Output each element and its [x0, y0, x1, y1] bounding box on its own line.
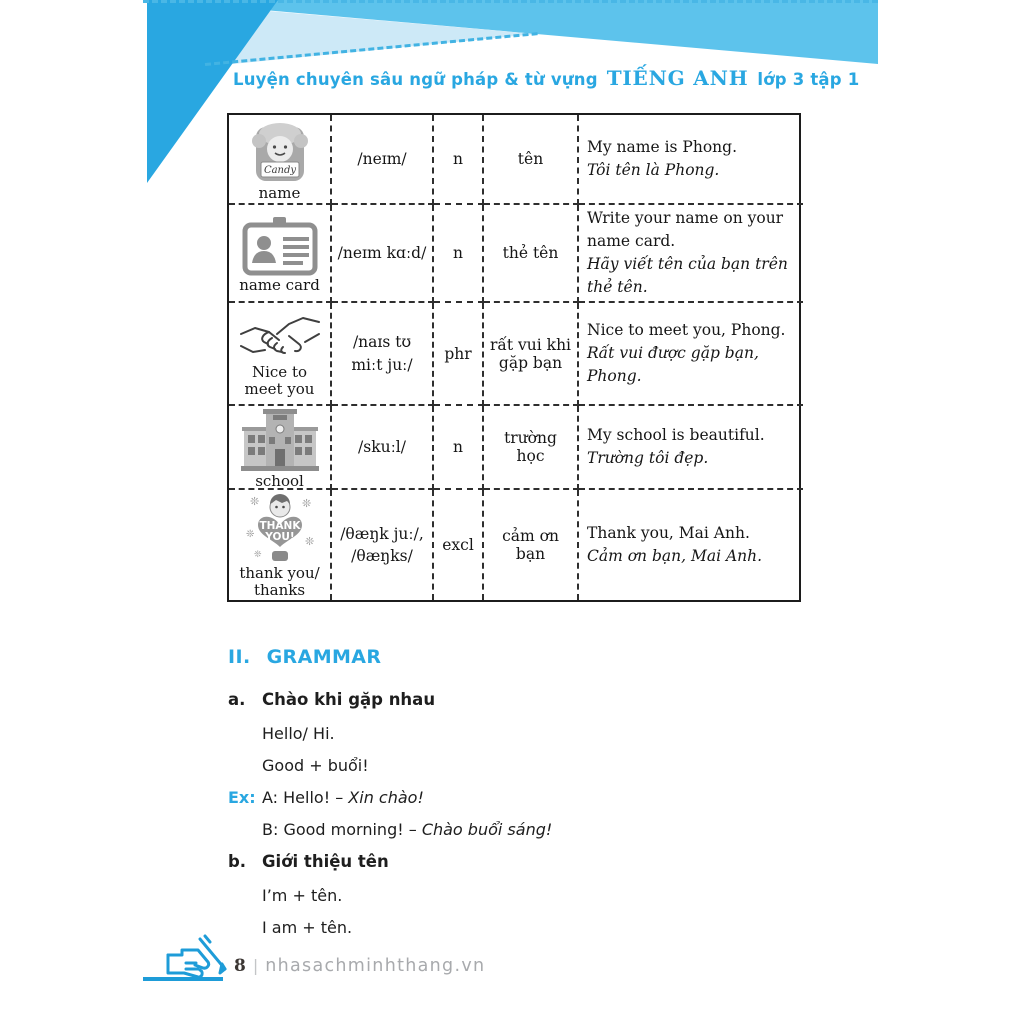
grammar-line-marker [228, 820, 262, 840]
vocab-image-cell [229, 115, 332, 205]
book-title-prefix: Luyện chuyên sâu ngữ pháp & từ vựng [233, 70, 598, 89]
vocab-meaning-cell: tên [484, 115, 579, 205]
grammar-section-title: GRAMMAR [266, 646, 382, 668]
vocab-image-cell [229, 303, 332, 406]
vocab-example-cell [579, 205, 803, 303]
example-vietnamese: Tôi tên là Phong. [587, 161, 720, 179]
vocab-image-cell [229, 490, 332, 600]
vocab-word-label: school [255, 471, 304, 490]
grammar-line-text: A: Hello! – [262, 788, 349, 807]
vocab-meaning-cell: cảm ơn bạn [484, 490, 579, 600]
thank-you-heart-icon [242, 493, 318, 565]
vocab-example-cell [579, 406, 803, 490]
svg-text:❊: ❊ [253, 550, 262, 560]
grammar-heading [228, 646, 808, 668]
grammar-line-marker: a. [228, 690, 246, 709]
grammar-line-marker: b. [228, 852, 247, 871]
footer-separator: | [252, 956, 259, 975]
vocab-meaning-cell: trường học [484, 406, 579, 490]
vocab-pos-cell: n [434, 406, 484, 490]
grammar-line-text: Good + buổi! [262, 756, 369, 775]
svg-text:❊: ❊ [301, 497, 311, 510]
grammar-line [228, 886, 808, 906]
vocab-pos-cell: phr [434, 303, 484, 406]
vocab-pronunciation-cell: /θæŋk juː/, /θæŋks/ [332, 490, 434, 600]
grammar-line-text: B: Good morning! – [262, 820, 422, 839]
vocab-image-cell [229, 406, 332, 490]
school-building-icon [239, 407, 321, 473]
example-english: My school is beautiful. [587, 425, 765, 444]
svg-text:Candy: Candy [263, 164, 296, 176]
vocab-pronunciation-cell: /skuːl/ [332, 406, 434, 490]
example-english: Write your name on your name card. [587, 208, 784, 250]
grammar-line-marker [228, 756, 262, 776]
vocab-example-cell [579, 490, 803, 600]
footer-rule [143, 977, 223, 981]
header-top-dotted-line [143, 0, 878, 3]
book-title [233, 66, 859, 90]
grammar-line-translation: Xin chào! [348, 788, 424, 807]
grammar-section [228, 646, 808, 950]
book-title-suffix: lớp 3 tập 1 [757, 70, 860, 89]
svg-text:YOU!: YOU! [264, 531, 295, 543]
page-number: 8 [234, 956, 246, 976]
example-vietnamese: Cảm ơn bạn, Mai Anh. [587, 547, 763, 565]
vocab-pos-cell: n [434, 205, 484, 303]
vocab-example-cell [579, 303, 803, 406]
grammar-line-marker: Ex: [228, 788, 256, 807]
example-vietnamese: Rất vui được gặp bạn, Phong. [587, 343, 759, 386]
vocab-meaning-cell: rất vui khi gặp bạn [484, 303, 579, 406]
vocab-pos-cell: excl [434, 490, 484, 600]
svg-text:❊: ❊ [249, 495, 259, 508]
example-vietnamese: Hãy viết tên của bạn trên thẻ tên. [587, 255, 788, 297]
example-english: Nice to meet you, Phong. [587, 320, 786, 339]
example-vietnamese: Trường tôi đẹp. [587, 449, 709, 467]
vocab-image-cell [229, 205, 332, 303]
vocabulary-table [227, 113, 801, 602]
grammar-line [228, 690, 808, 710]
vocab-word-label: name card [239, 275, 320, 294]
grammar-line-text: Hello/ Hi. [262, 724, 335, 743]
vocab-pos-cell: n [434, 115, 484, 205]
example-english: Thank you, Mai Anh. [587, 523, 750, 542]
vocab-pronunciation-cell: /neɪm kɑːd/ [332, 205, 434, 303]
grammar-line-text: Chào khi gặp nhau [262, 690, 436, 709]
vocab-pronunciation-cell: /naɪs tʊ miːt juː/ [332, 303, 434, 406]
footer-website: nhasachminhthang.vn [265, 956, 486, 976]
grammar-line [228, 724, 808, 744]
grammar-line [228, 918, 808, 938]
grammar-lines [228, 690, 808, 938]
name-card-icon [241, 215, 319, 277]
grammar-line [228, 756, 808, 776]
grammar-line-text: Giới thiệu tên [262, 852, 389, 871]
vocab-meaning-cell: thẻ tên [484, 205, 579, 303]
grammar-section-number: II. [228, 646, 251, 668]
footer [234, 956, 485, 976]
handshake-icon [239, 312, 321, 364]
vocab-word-label: thank you/ thanks [239, 564, 320, 599]
grammar-line-text: I’m + tên. [262, 886, 343, 905]
svg-text:THANK: THANK [258, 520, 301, 532]
vocab-word-label: Nice to meet you [244, 362, 315, 398]
vocab-example-cell [579, 115, 803, 205]
vocab-word-label: name [258, 183, 301, 202]
grammar-line-marker [228, 886, 262, 906]
grammar-line-text: I am + tên. [262, 918, 353, 937]
example-english: My name is Phong. [587, 137, 737, 156]
grammar-line [228, 852, 808, 872]
grammar-line [228, 820, 808, 840]
grammar-line [228, 788, 808, 808]
girl-name-tag-icon [243, 119, 317, 185]
grammar-line-marker [228, 724, 262, 744]
svg-text:❊: ❊ [245, 529, 254, 540]
book-title-highlight: TIẾNG ANH [606, 66, 749, 90]
vocab-pronunciation-cell: /neɪm/ [332, 115, 434, 205]
grammar-line-translation: Chào buổi sáng! [421, 820, 553, 839]
svg-text:❊: ❊ [304, 535, 314, 548]
